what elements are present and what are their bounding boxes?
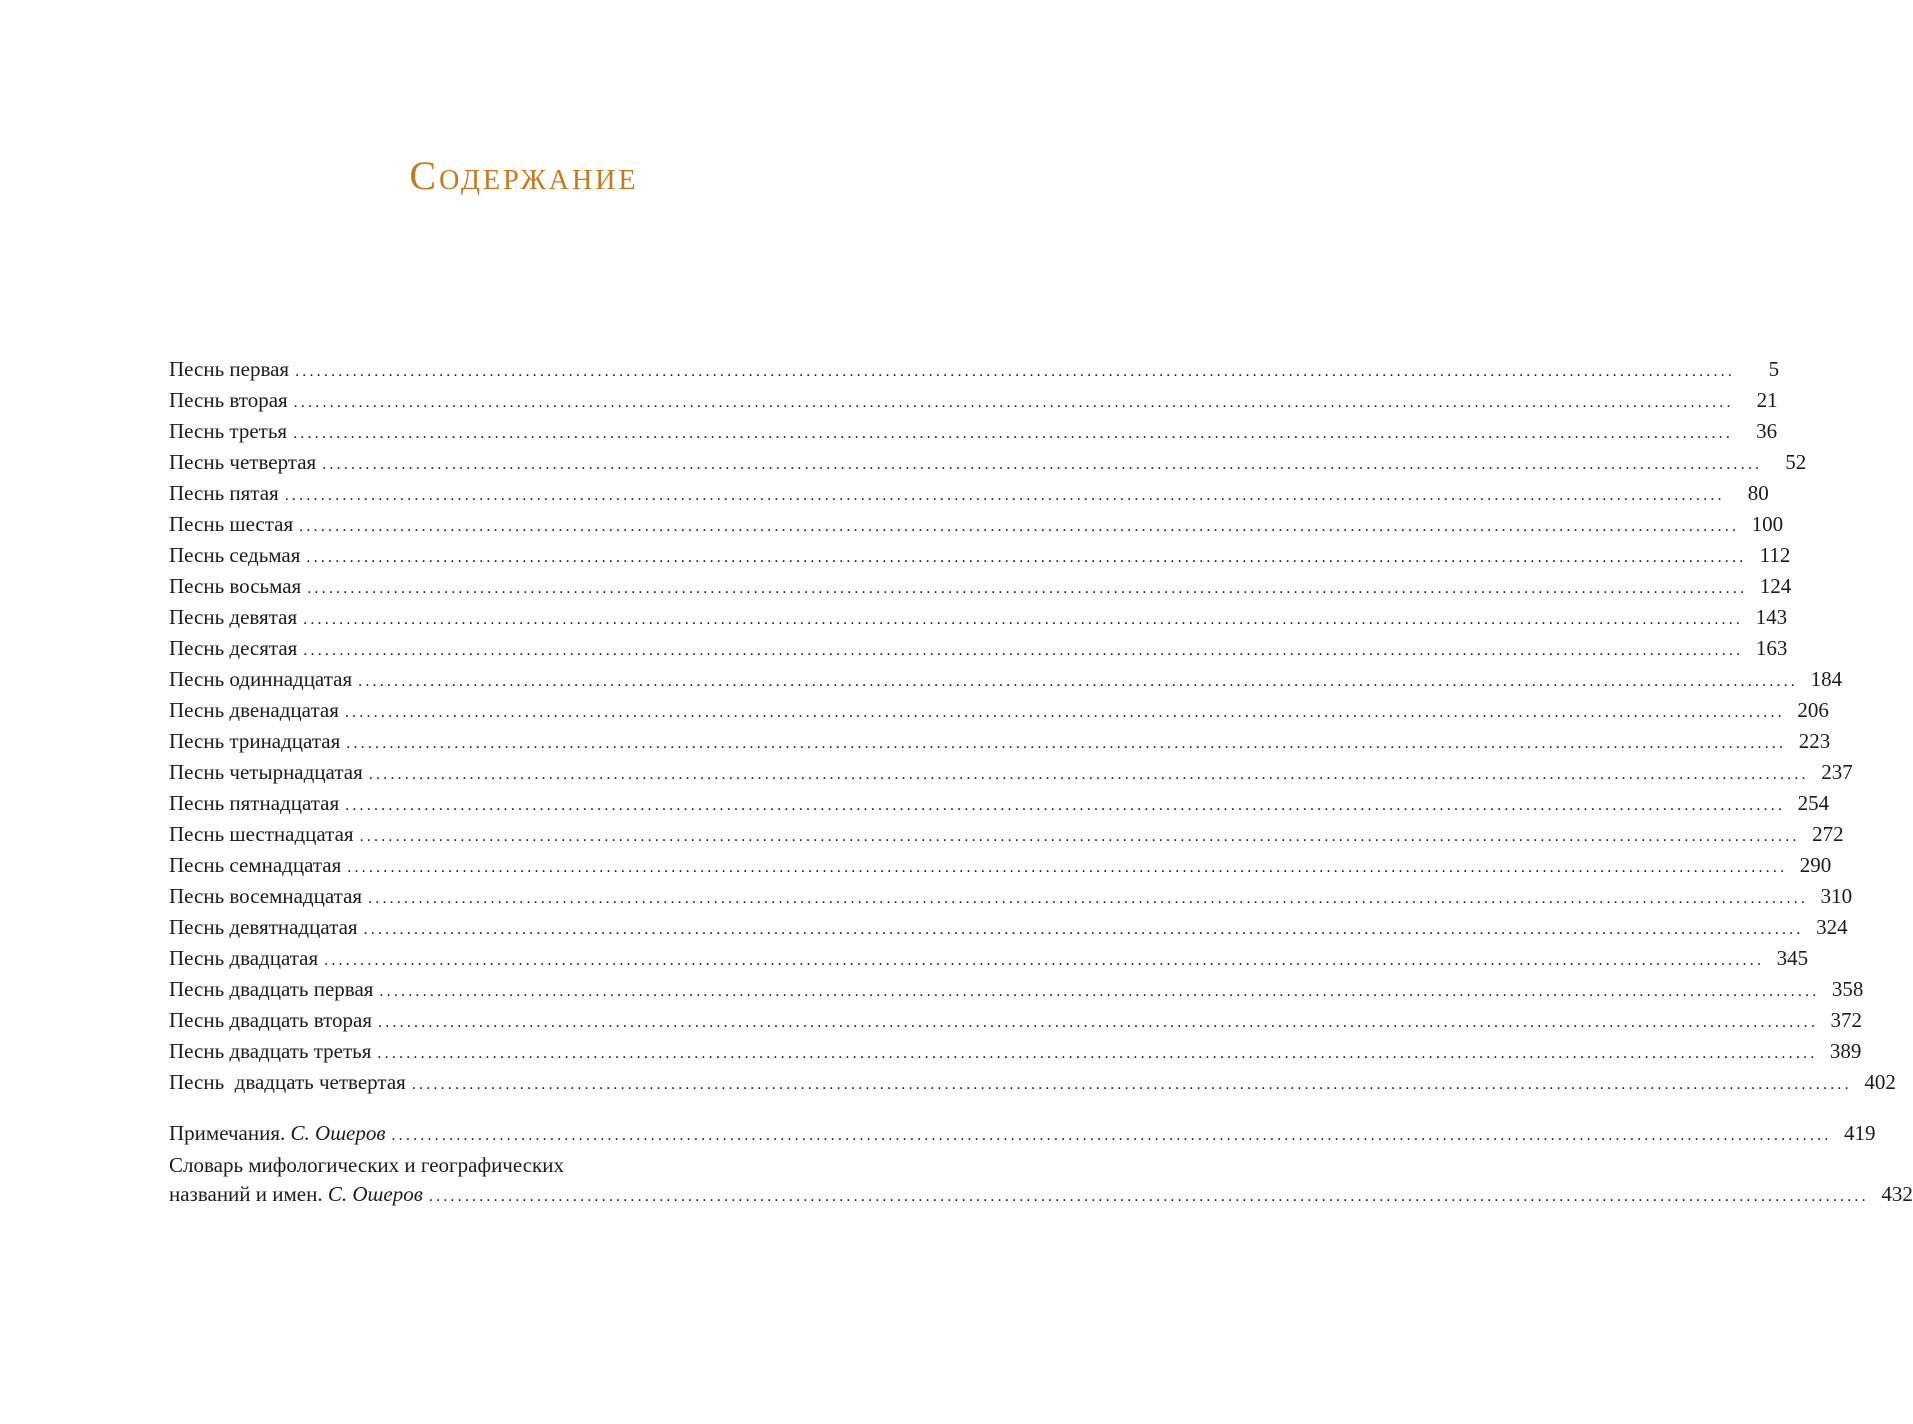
toc-entry-canto[interactable] [169,664,1843,695]
table-of-contents [169,354,1913,1210]
dot-leader: ........................................................................................................................................................................................................ [299,518,1740,535]
toc-entry-canto[interactable] [169,416,1778,447]
toc-entry-label: Песнь одиннадцатая [169,667,353,691]
toc-entry-label: Песнь четырнадцатая [169,760,363,784]
toc-entry-label: Песнь девятая [169,605,298,629]
toc-entry-canto[interactable] [169,602,1788,633]
toc-entry-page: 5 [1768,357,1780,381]
toc-entry-label: Песнь первая [169,357,290,381]
toc-entry-label: Песнь двадцать первая [169,977,374,1001]
toc-entry-label: Песнь третья [169,419,288,443]
toc-entry-canto[interactable] [169,881,1853,912]
toc-entry-page: 324 [1816,915,1848,939]
dot-leader: ........................................................................................................................................................................................................ [303,642,1744,659]
toc-entry-page: 223 [1798,729,1831,753]
toc-entry-author: С. Ошеров [290,1121,386,1145]
toc-entry-page: 389 [1829,1039,1862,1063]
toc-entry-label: Песнь двадцать вторая [169,1008,373,1032]
toc-entry-canto[interactable] [169,540,1791,571]
toc-entry-page: 254 [1797,791,1830,815]
toc-entry-page: 21 [1756,388,1778,412]
toc-entry-canto[interactable] [169,850,1832,881]
toc-entry-page: 52 [1785,450,1807,474]
toc-entry-canto[interactable] [169,354,1780,385]
toc-entry-page: 432 [1881,1182,1913,1206]
toc-entry-page: 345 [1776,946,1809,970]
toc-entry-label: Песнь вторая [169,388,288,412]
toc-entry-label: Песнь десятая [169,636,298,660]
toc-entry-label: Песнь девятнадцатая [169,915,358,939]
dot-leader: ........................................................................................................................................................................................................ [293,394,1734,411]
dot-leader: ........................................................................................................................................................................................................ [307,580,1748,597]
dot-leader: ........................................................................................................................................................................................................ [346,735,1787,752]
toc-entry-label: Песнь седьмая [169,543,301,567]
toc-entry-canto[interactable] [169,726,1831,757]
toc-entry-page: 358 [1831,977,1864,1001]
dot-leader: ........................................................................................................................................................................................................ [411,1076,1852,1093]
dot-leader: ........................................................................................................................................................................................................ [378,1014,1819,1031]
dot-leader: ........................................................................................................................................................................................................ [368,890,1809,907]
page-title: Содержание [409,153,639,198]
dot-leader: ........................................................................................................................................................................................................ [347,859,1788,876]
toc-entry-canto[interactable] [169,819,1844,850]
toc-entry-label: Песнь четвертая [169,450,317,474]
toc-entry-canto[interactable] [169,478,1769,509]
toc-entry-page: 100 [1751,512,1784,536]
toc-entry-label: Песнь шестнадцатая [169,822,354,846]
toc-entry-canto[interactable] [169,943,1809,974]
toc-entry-dictionary[interactable] [169,1179,1913,1210]
toc-entry-page: 163 [1755,636,1788,660]
toc-entry-label: Песнь двадцатая [169,946,319,970]
toc-entry-page: 112 [1759,543,1791,567]
dot-leader: ........................................................................................................................................................................................................ [391,1127,1832,1144]
dot-leader: ........................................................................................................................................................................................................ [322,456,1763,473]
toc-entry-page: 310 [1820,884,1853,908]
toc-entry-label: Песнь семнадцатая [169,853,342,877]
toc-entry-label: Песнь двадцать третья [169,1039,372,1063]
toc-entry-label: Примечания. С. Ошеров [169,1121,386,1145]
toc-entry-canto[interactable] [169,571,1792,602]
toc-entry-page: 80 [1747,481,1769,505]
dot-leader: ........................................................................................................................................................................................................ [324,952,1765,969]
toc-entry-canto[interactable] [169,447,1807,478]
toc-entry-canto[interactable] [169,385,1778,416]
toc-entry-page: 143 [1755,605,1788,629]
toc-entry-label: Песнь пятнадцатая [169,791,340,815]
toc-entry-canto[interactable] [169,974,1864,1005]
dot-leader: ........................................................................................................................................................................................................ [428,1188,1869,1205]
toc-entry-label: Песнь восьмая [169,574,302,598]
dot-leader: ........................................................................................................................................................................................................ [306,549,1747,566]
toc-entry-label: Песнь тринадцатая [169,729,341,753]
dot-leader: ........................................................................................................................................................................................................ [295,363,1736,380]
toc-entry-page: 184 [1810,667,1843,691]
dot-leader: ........................................................................................................................................................................................................ [363,921,1804,938]
toc-entry-label: названий и имен. С. Ошеров [169,1182,423,1206]
toc-entry-label: Песнь шестая [169,512,294,536]
dot-leader: ........................................................................................................................................................................................................ [359,828,1800,845]
toc-entry-page: 206 [1797,698,1829,722]
section-gap [169,1098,881,1118]
canto-list [169,354,1896,1098]
toc-entry-page: 124 [1759,574,1792,598]
toc-entry-canto[interactable] [169,509,1784,540]
toc-entry-page: 402 [1864,1070,1896,1094]
toc-entry-label: Песнь двенадцатая [169,698,339,722]
toc-entry-canto[interactable] [169,1036,1862,1067]
toc-entry-author: С. Ошеров [327,1182,423,1206]
dot-leader: ........................................................................................................................................................................................................ [379,983,1820,1000]
toc-entry-canto[interactable] [169,1067,1896,1098]
toc-entry-page: 419 [1843,1121,1876,1145]
toc-entry-dictionary-line1: Словарь мифологических и географических [169,1153,564,1177]
dot-leader: ........................................................................................................................................................................................................ [344,704,1785,721]
dot-leader: ........................................................................................................................................................................................................ [368,766,1809,783]
toc-entry-page: 237 [1821,760,1853,784]
toc-entry-canto[interactable] [169,695,1829,726]
toc-entry-canto[interactable] [169,788,1830,819]
toc-entry-canto[interactable] [169,757,1853,788]
toc-entry-canto[interactable] [169,633,1788,664]
toc-entry-label: Песнь восемнадцатая [169,884,363,908]
dot-leader: ........................................................................................................................................................................................................ [293,425,1734,442]
toc-entry-canto[interactable] [169,912,1848,943]
dot-leader: ........................................................................................................................................................................................................ [345,797,1786,814]
dot-leader: ........................................................................................................................................................................................................ [303,611,1744,628]
toc-entry-page: 272 [1812,822,1844,846]
dot-leader: ........................................................................................................................................................................................................ [358,673,1799,690]
toc-entry-page: 372 [1830,1008,1863,1032]
toc-entry-page: 36 [1756,419,1778,443]
dot-leader: ........................................................................................................................................................................................................ [377,1045,1818,1062]
toc-entry-label: Песнь двадцать четвертая [169,1070,406,1094]
toc-entry-label: Песнь пятая [169,481,279,505]
toc-entry-canto[interactable] [169,1005,1863,1036]
toc-entry-page: 290 [1799,853,1832,877]
toc-entry-notes[interactable] [169,1118,1876,1149]
dot-leader: ........................................................................................................................................................................................................ [284,487,1725,504]
